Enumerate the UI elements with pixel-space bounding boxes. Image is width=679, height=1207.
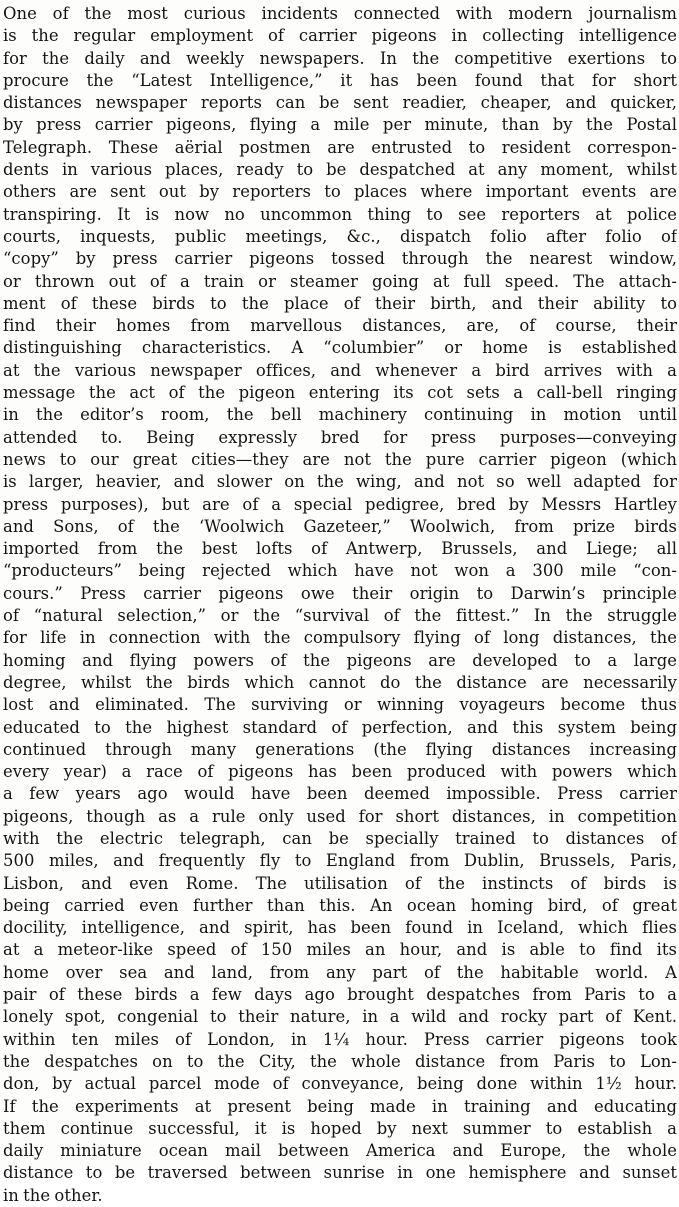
article-line: in the other. bbox=[3, 1185, 103, 1205]
article-line: ment of these birds to the place of their birth, and their ability to bbox=[3, 293, 677, 313]
article-line: home over sea and land, from any part of the habitable world. A bbox=[3, 962, 677, 982]
article-line: is the regular employment of carrier pigeons in collecting intelligence bbox=[3, 26, 677, 46]
article-line: the despatches on to the City, the whole distance from Paris to Lon- bbox=[3, 1051, 677, 1071]
article-line: find their homes from marvellous distances, are, of course, their bbox=[3, 316, 677, 336]
article-line: homing and flying powers of the pigeons are developed to a large bbox=[3, 650, 677, 670]
article-line: by press carrier pigeons, flying a mile per minute, than by the Postal bbox=[3, 115, 677, 135]
article-line: docility, intelligence, and spirit, has been found in Iceland, which flies bbox=[3, 918, 677, 938]
article-line: them continue successful, it is hoped by next summer to establish a bbox=[3, 1118, 677, 1138]
article-line: every year) a race of pigeons has been produced with powers which bbox=[3, 762, 677, 782]
article-line: “producteurs” being rejected which have not won a 300 mile “con- bbox=[3, 561, 677, 581]
article-line: lost and eliminated. The surviving or winning voyageurs become thus bbox=[3, 695, 677, 715]
article-line: imported from the best lofts of Antwerp, Brussels, and Liege; all bbox=[3, 539, 677, 559]
article-line: for the daily and weekly newspapers. In the competitive exertions to bbox=[3, 48, 677, 68]
article-line: dents in various places, ready to be despatched at any moment, whilst bbox=[3, 160, 677, 180]
article-line: with the electric telegraph, can be specially trained to distances of bbox=[3, 828, 677, 848]
article-line: or thrown out of a train or steamer going at full speed. The attach- bbox=[3, 271, 677, 291]
article-line: One of the most curious incidents connected with modern journalism bbox=[3, 4, 677, 23]
article-line: procure the “Latest Intelligence,” it has been found that for short bbox=[3, 70, 677, 90]
article-line: being carried even further than this. An ocean homing bird, of great bbox=[3, 895, 677, 915]
article-line: Telegraph. These aërial postmen are entrusted to resident correspon- bbox=[3, 137, 677, 157]
article-line: 500 miles, and frequently fly to England from Dublin, Brussels, Paris, bbox=[3, 851, 677, 871]
article-line: daily miniature ocean mail between America and Europe, the whole bbox=[3, 1141, 677, 1161]
article-line: and Sons, of the ‘Woolwich Gazeteer,” Woolwich, from prize birds bbox=[3, 516, 677, 536]
article-line: attended to. Being expressly bred for press purposes—conveying bbox=[3, 427, 677, 447]
article-line: is larger, heavier, and slower on the wing, and not so well adapted for bbox=[3, 472, 677, 492]
article-line: of “natural selection,” or the “survival of the fittest.” In the struggle bbox=[3, 606, 677, 626]
article-line: Lisbon, and even Rome. The utilisation of the instincts of birds is bbox=[3, 873, 677, 893]
article-line: cours.” Press carrier pigeons owe their origin to Darwin’s principle bbox=[3, 583, 677, 603]
article-line: distinguishing characteristics. A “columbier” or home is established bbox=[3, 338, 677, 358]
article-line: distances newspaper reports can be sent readier, cheaper, and quicker, bbox=[3, 93, 677, 113]
article-line: pigeons, though as a rule only used for short distances, in competition bbox=[3, 806, 677, 826]
article-line: courts, inquests, public meetings, &c., dispatch folio after folio of bbox=[3, 226, 677, 246]
article-line: within ten miles of London, in 1¼ hour. Press carrier pigeons took bbox=[3, 1029, 677, 1049]
article-line: a few years ago would have been deemed impossible. Press carrier bbox=[3, 784, 677, 804]
article-line: don, by actual parcel mode of conveyance, being done within 1½ hour. bbox=[3, 1074, 677, 1094]
article-line: continued through many generations (the flying distances increasing bbox=[3, 739, 677, 759]
article-line: for life in connection with the compulsory flying of long distances, the bbox=[3, 628, 677, 648]
article-line: message the act of the pigeon entering its cot sets a call-bell ringing bbox=[3, 383, 677, 403]
article-line: lonely spot, congenial to their nature, in a wild and rocky part of Kent. bbox=[3, 1007, 677, 1027]
article-line: pair of these birds a few days ago brought despatches from Paris to a bbox=[3, 985, 677, 1005]
article-line: “copy” by press carrier pigeons tossed through the nearest window, bbox=[3, 249, 677, 269]
article-line: transpiring. It is now no uncommon thing to see reporters at police bbox=[3, 204, 677, 224]
article-line: at a meteor-like speed of 150 miles an hour, and is able to find its bbox=[3, 940, 677, 960]
article-line: degree, whilst the birds which cannot do the distance are necessarily bbox=[3, 672, 677, 692]
article-line: others are sent out by reporters to places where important events are bbox=[3, 182, 677, 202]
article-line: educated to the highest standard of perfection, and this system being bbox=[3, 717, 677, 737]
article-line: in the editor’s room, the bell machinery continuing in motion until bbox=[3, 405, 677, 425]
article-line: distance to be traversed between sunrise in one hemisphere and sunset bbox=[3, 1163, 677, 1183]
article-line: news to our great cities—they are not the pure carrier pigeon (which bbox=[3, 449, 677, 469]
article-text bbox=[3, 3, 677, 1207]
article-line: press purposes), but are of a special pedigree, bred by Messrs Hartley bbox=[3, 494, 677, 514]
article-line: If the experiments at present being made in training and educating bbox=[3, 1096, 677, 1116]
article-line: at the various newspaper offices, and whenever a bird arrives with a bbox=[3, 360, 677, 380]
